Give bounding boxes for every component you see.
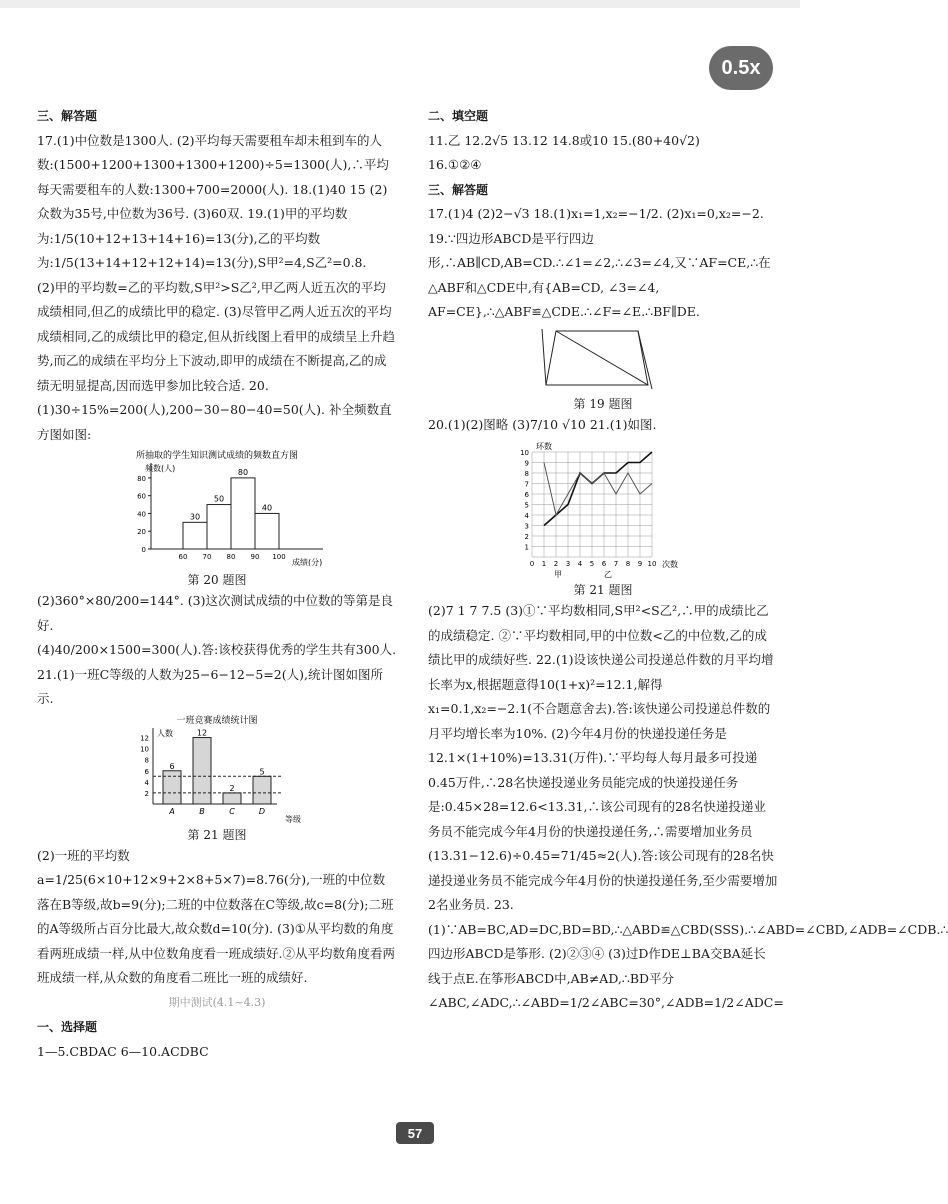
legend-yi: 乙 — [604, 570, 612, 579]
bar — [253, 776, 271, 804]
bar-value-label: 2 — [229, 783, 235, 793]
bar — [193, 737, 211, 803]
y-axis-label: 频数(人) — [145, 464, 176, 473]
fill-answers-1: 11.乙 12.2√5 13.12 14.8或10 15.(80+40√2) — [428, 132, 700, 148]
section-heading: 三、解答题 — [37, 109, 98, 123]
answer-q17-19: 17.(1)4 (2)2−√3 18.(1)x₁=1,x₂=−1/2. (2)x₁=0,x₂=−2. 19.∵四边形ABCD是平行四边形,∴AB∥CD,AB=CD.∴∠1=∠2,∴∠3=∠4,又∵AF=CE,∴在△ABF和△CDE中,有{AB=CD, ∠3=∠4, AF=CE},∴△ABF≌△CDE.∴∠F=∠E.∴BF∥DE. — [428, 206, 771, 319]
y-tick-label: 5 — [524, 501, 529, 510]
x-tick-label: 8 — [625, 560, 631, 568]
series-line — [544, 463, 652, 516]
y-tick-label: 2 — [524, 533, 529, 541]
geometry-figure-19 — [538, 327, 668, 393]
y-tick-label: 8 — [524, 470, 529, 478]
x-axis-label: 成绩(分) — [292, 558, 323, 567]
y-tick-label: 60 — [137, 492, 146, 501]
x-tick-label: 7 — [613, 560, 619, 568]
x-tick-label: 3 — [565, 560, 571, 568]
series-line — [544, 452, 652, 526]
chart-title: 所抽取的学生知识测试成绩的频数直方图 — [135, 451, 299, 461]
left-column — [37, 104, 397, 1064]
y-tick-label: 20 — [137, 528, 146, 537]
x-tick-label: 5 — [589, 560, 595, 568]
histogram-bar — [231, 478, 255, 549]
y-tick-label: 2 — [144, 789, 149, 798]
figure-caption: 第 21 题图 — [187, 827, 247, 842]
bar-value-label: 80 — [237, 467, 249, 477]
x-axis-label: 等级 — [285, 814, 301, 824]
x-tick-label: 90 — [250, 553, 260, 561]
y-tick-label: 8 — [144, 756, 149, 765]
y-tick-label: 0 — [141, 546, 146, 554]
line-chart — [518, 439, 688, 579]
class-bar-chart — [117, 714, 317, 824]
x-tick-label: 70 — [202, 553, 212, 561]
y-tick-label: 4 — [144, 778, 149, 787]
playback-speed-button[interactable]: 0.5x — [709, 46, 773, 90]
bar-value-label: 50 — [213, 494, 225, 504]
legend-jia: 甲 — [554, 570, 562, 579]
x-tick-label: 2 — [553, 560, 559, 568]
figure-caption: 第 20 题图 — [187, 573, 247, 587]
bar-value-label: 30 — [189, 512, 201, 522]
midterm-label: 期中测试(4.1~4.3) — [168, 995, 266, 1009]
x-tick-label: 60 — [178, 553, 188, 561]
fill-answers-2: 16.①②④ — [428, 157, 482, 172]
x-tick-label: 80 — [226, 553, 236, 561]
y-axis-label: 环数 — [536, 442, 552, 451]
bar — [163, 770, 181, 803]
x-tick-label: 0 — [529, 560, 535, 568]
y-tick-label: 6 — [524, 491, 529, 499]
x-tick-label: D — [258, 806, 266, 816]
x-axis-label: 次数 — [662, 560, 678, 569]
y-tick-label: 7 — [524, 480, 529, 489]
y-tick-label: 10 — [520, 449, 529, 457]
x-tick-label: 6 — [601, 560, 607, 568]
section-heading: 三、解答题 — [428, 182, 489, 197]
histogram-chart — [87, 449, 347, 569]
bar-value-label: 5 — [259, 766, 265, 776]
answer-q20b: (2)360°×80/200=144°. (3)这次测试成绩的中位数的等第是良好. — [37, 593, 394, 633]
answer-q19b: (2)甲的平均数=乙的平均数,S甲²>S乙²,甲乙两人近五次的平均成绩相同,但乙的成绩比甲的稳定. (3)尽管甲乙两人近五次的平均成绩相同,乙的成绩比甲的稳定,但从折线图上看甲的成绩呈上升趋势,而乙的成绩在平均分上下波动,即甲的成绩在不断提高,乙的成绩无明显提高,因而选甲参加比较合适. 20.(1)30÷15%=200(人),200−30−80−40=50(人). 补全频数直方图如图: — [37, 279, 395, 442]
answer-q21b-23: (2)7 1 7 7.5 (3)①∵平均数相同,S甲²<S乙²,∴甲的成绩比乙的成绩稳定. ②∵平均数相同,甲的中位数<乙的中位数,乙的成绩比甲的成绩好些. 22.(1)设该快递公司投递总件数的月平均增长率为x,根据题意得10(1+x)²=12.1,解得x₁=0.1,x₂=−2.1(不合题意舍去).答:该快递公司投递总件数的月平均增长率为10%. (2)今年4月份的快递投递任务是12.1×(1+10%)=13.31(万件).∵平均每人每月最多可投递0.45万件,∴28名快递投递业务员能完成的快递投递任务是:0.45×28=12.6<13.31,∴该公司现有的28名快递投递业务员不能完成今年4月份的快递投递任务,∴需要增加业务员(13.31−12.6)÷0.45=71/45≈2(人).答:该公司现有的28名快递投递业务员不能完成今年4月份的快递投递任务,至少需要增加2名业务员. 23.(1)∵AB=BC,AD=DC,BD=BD,∴△ABD≌△CBD(SSS).∴∠ABD=∠CBD,∠ADB=∠CDB.∴四边形ABCD是筝形. (2)②③④ (3)过D作DE⊥BA交BA延长线于点E.在筝形ABCD中,AB≠AD,∴BD平分∠ABC,∠ADC,∴∠ABD=1/2∠ABC=30°,∠ADB=1/2∠ADC= — [428, 603, 948, 1010]
top-bar — [0, 0, 800, 8]
x-tick-label: A — [169, 806, 175, 816]
histogram-bar — [207, 505, 231, 549]
x-tick-label: C — [229, 806, 235, 816]
y-tick-label: 80 — [137, 474, 146, 483]
answer-q21b: (2)一班的平均数 a=1/25(6×10+12×9+2×8+5×7)=8.76(分),一班的中位数落在B等级,故b=9(分);二班的中位数落在C等级,故c=8(分);二班的A等级所占百分比最大,故众数d=10(分). (3)①从平均数的角度看两班成绩一样,从中位数角度看一班成绩好.②从平均数角度看两班成绩一样,从众数的角度看二班比一班的成绩好. — [37, 847, 395, 985]
right-column — [428, 104, 948, 1016]
chart-title: 一班竞赛成绩统计图 — [176, 715, 258, 726]
figure-caption: 第 19 题图 — [573, 396, 633, 411]
bar-value-label: 12 — [196, 728, 208, 738]
page-number: 57 — [396, 1122, 434, 1144]
x-tick-label: 1 — [541, 560, 547, 568]
x-tick-label: B — [199, 806, 205, 816]
bar-value-label: 40 — [261, 503, 273, 513]
y-tick-label: 1 — [524, 543, 529, 552]
figure-caption: 第 21 题图 — [573, 583, 633, 597]
answer-q17: 17.(1)中位数是1300人. (2)平均每天需要租车却未租到车的人数:(1500+1200+1300+1300+1200)÷5=1300(人),∴平均每天需要租车的人数:1300+700=2000(人). 18.(1)40 15 (2)众数为35号,中位数为36号. (3)60双. 19.(1)甲的平均数为:1/5(10+12+13+14+16)=13(分),乙的平均数为:1/5(13+14+12+12+14)=13(分),S甲²=4,S乙²=0.8. — [37, 132, 389, 270]
answer-q20c: (4)40/200×1500=300(人).答:该校获得优秀的学生共有300人. — [37, 642, 397, 657]
y-tick-label: 9 — [524, 459, 529, 468]
multiple-choice-answers: 1—5.CBDAC 6—10.ACDBC — [37, 1043, 209, 1059]
y-tick-label: 40 — [137, 510, 146, 519]
answer-q21: 21.(1)一班C等级的人数为25−6−12−5=2(人),统计图如图所示. — [37, 666, 383, 706]
y-tick-label: 4 — [524, 512, 529, 520]
y-tick-label: 10 — [140, 745, 149, 754]
x-tick-label: 4 — [577, 560, 583, 568]
section-heading: 一、选择题 — [37, 1020, 98, 1034]
x-tick-label: 9 — [637, 560, 643, 568]
x-tick-label: 100 — [272, 553, 286, 561]
section-heading: 二、填空题 — [428, 109, 489, 123]
y-tick-label: 12 — [140, 734, 149, 743]
histogram-bar — [255, 513, 279, 549]
y-axis-label: 人数 — [157, 728, 173, 738]
answer-q20-21: 20.(1)(2)图略 (3)7/10 √10 21.(1)如图. — [428, 416, 657, 432]
y-tick-label: 3 — [524, 522, 529, 531]
bar — [223, 792, 241, 803]
histogram-bar — [183, 522, 207, 549]
x-tick-label: 10 — [647, 560, 657, 568]
y-tick-label: 6 — [144, 767, 149, 776]
bar-value-label: 6 — [169, 761, 175, 771]
